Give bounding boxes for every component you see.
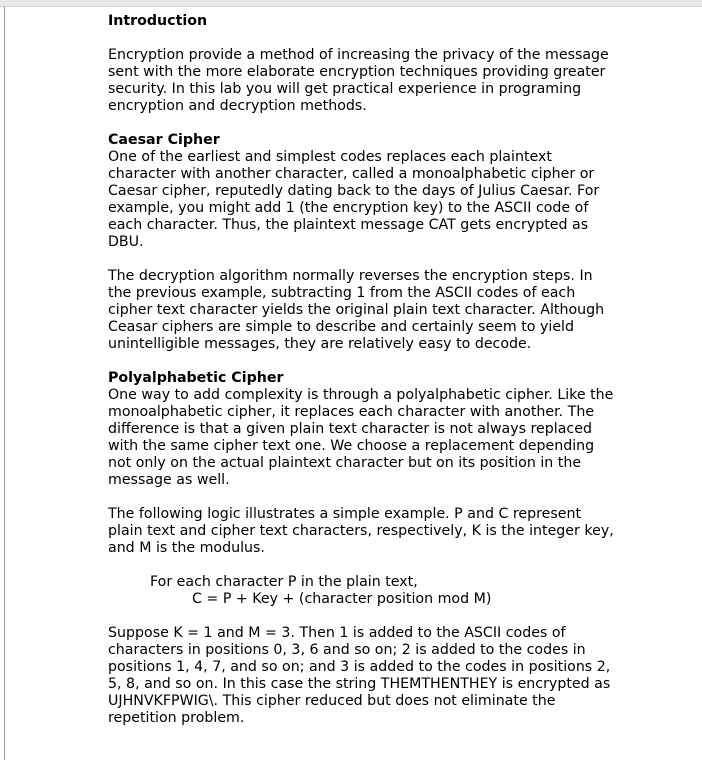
text-line: not only on the actual plaintext character but on its position in the bbox=[108, 455, 582, 471]
text-line: Encryption provide a method of increasing the privacy of the message bbox=[108, 47, 609, 63]
logic-line-formula: C = P + Key + (character position mod M) bbox=[192, 591, 492, 607]
caesar-cipher-heading: Caesar Cipher bbox=[108, 132, 220, 148]
poly-paragraph-1 bbox=[108, 387, 628, 489]
text-line: 5, 8, and so on. In this case the string THEMTHENTHEY is encrypted as bbox=[108, 676, 611, 692]
text-line: sent with the more elaborate encryption techniques providing greater bbox=[108, 64, 606, 80]
text-line: encryption and decryption methods. bbox=[108, 98, 367, 114]
window-top-bar bbox=[0, 0, 702, 7]
text-line: UJHNVKFPWIG\. This cipher reduced but does not eliminate the bbox=[108, 693, 556, 709]
text-line: repetition problem. bbox=[108, 710, 245, 726]
page-left-border bbox=[4, 6, 5, 760]
text-line: monoalphabetic cipher, it replaces each character with another. The bbox=[108, 404, 595, 420]
text-line: the previous example, subtracting 1 from the ASCII codes of each bbox=[108, 285, 576, 301]
caesar-paragraph-1 bbox=[108, 149, 628, 251]
text-line: One of the earliest and simplest codes replaces each plaintext bbox=[108, 149, 552, 165]
poly-paragraph-2 bbox=[108, 506, 628, 557]
text-line: characters in positions 0, 3, 6 and so on; 2 is added to the codes in bbox=[108, 642, 586, 658]
text-line: Ceasar ciphers are simple to describe and certainly seem to yield bbox=[108, 319, 574, 335]
text-line: DBU. bbox=[108, 234, 144, 250]
text-line: security. In this lab you will get practical experience in programing bbox=[108, 81, 582, 97]
poly-paragraph-3 bbox=[108, 625, 628, 727]
text-line: message as well. bbox=[108, 472, 230, 488]
caesar-paragraph-2 bbox=[108, 268, 628, 353]
text-line: example, you might add 1 (the encryption key) to the ASCII code of bbox=[108, 200, 589, 216]
text-line: Suppose K = 1 and M = 3. Then 1 is added to the ASCII codes of bbox=[108, 625, 566, 641]
text-line: positions 1, 4, 7, and so on; and 3 is added to the codes in positions 2, bbox=[108, 659, 611, 675]
logic-line-for-each: For each character P in the plain text, bbox=[150, 574, 418, 590]
text-line: plain text and cipher text characters, respectively, K is the integer key, bbox=[108, 523, 614, 539]
document-page bbox=[108, 13, 628, 727]
introduction-heading: Introduction bbox=[108, 13, 208, 29]
introduction-paragraph bbox=[108, 47, 628, 115]
polyalphabetic-cipher-heading: Polyalphabetic Cipher bbox=[108, 370, 284, 386]
text-line: One way to add complexity is through a polyalphabetic cipher. Like the bbox=[108, 387, 614, 403]
text-line: each character. Thus, the plaintext message CAT gets encrypted as bbox=[108, 217, 589, 233]
text-line: The decryption algorithm normally reverses the encryption steps. In bbox=[108, 268, 593, 284]
logic-block bbox=[108, 574, 628, 608]
text-line: with the same cipher text one. We choose a replacement depending bbox=[108, 438, 595, 454]
text-line: The following logic illustrates a simple example. P and C represent bbox=[108, 506, 582, 522]
text-line: character with another character, called a monoalphabetic cipher or bbox=[108, 166, 595, 182]
text-line: cipher text character yields the original plain text character. Although bbox=[108, 302, 605, 318]
text-line: and M is the modulus. bbox=[108, 540, 265, 556]
text-line: Caesar cipher, reputedly dating back to the days of Julius Caesar. For bbox=[108, 183, 600, 199]
text-line: unintelligible messages, they are relatively easy to decode. bbox=[108, 336, 532, 352]
text-line: difference is that a given plain text character is not always replaced bbox=[108, 421, 592, 437]
